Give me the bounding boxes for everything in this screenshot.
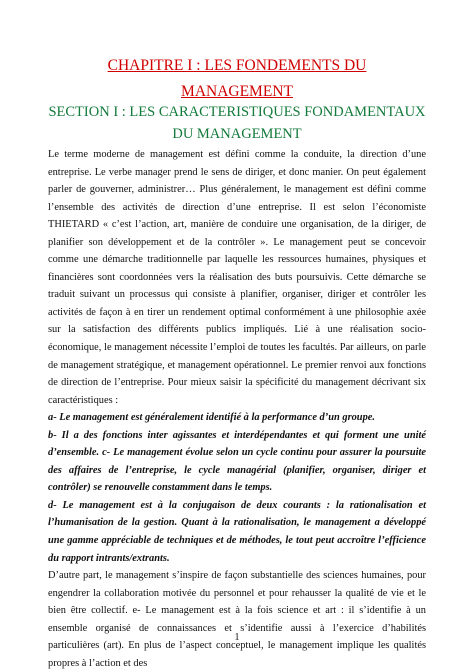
body-text bbox=[48, 146, 426, 672]
paragraph-item-d: d- Le management est à la conjugaison de deux courants : la rationalisation et l’humanisation de la gestion. Quant à la rationalisation, le management a développé une gamme appréciable de techniques et de méthodes, le tout peut accroître l’efficience du rapport intrants/extrants. bbox=[48, 499, 426, 564]
chapter-title-line2: MANAGEMENT bbox=[181, 83, 293, 100]
paragraph-item-a: a- Le management est généralement identifié à la performance d’un groupe. bbox=[48, 412, 375, 424]
paragraph-intro: Le terme moderne de management est défini comme la conduite, la direction d’une entreprise. Le verbe manager prend le sens de diriger, et donc manier. On peut également parler de gouverner, administrer… Plus généralement, le management est défini comme l’ensemble des activités de direction d’une entreprise. Il est selon l’économiste THIETARD « c’est l’action, art, manière de conduire une organisation, de la diriger, de planifier son développement et de la contrôler ». Le management peut se concevoir comme une démarche traditionnelle par laquelle les ressources humaines, physiques et financières sont coordonnées vers la réalisation des buts poursuivis. Cette démarche se traduit suivant un processus qui consiste à planifier, organiser, diriger et contrôler les activités de façon à en tirer un rendement optimal conformément à une philosophie axée sur la satisfaction des différents publics impliqués. Lié à une réalisation socio-économique, le management nécessite l’emploi de toutes les facultés. Par ailleurs, on parle de management stratégique, et management opérationnel. Le premier renvoi aux fonctions de direction de l’entreprise. Pour mieux saisir la spécificité du management décrivant six caractéristiques : bbox=[48, 149, 426, 406]
section-title-line1: SECTION I : LES CARACTERISTIQUES FONDAMENTAUX bbox=[48, 104, 426, 120]
chapter-title-line1: CHAPITRE I : LES FONDEMENTS DU bbox=[107, 57, 367, 74]
paragraph-outro: D’autre part, le management s’inspire de façon substantielle des sciences humaines, pour engendrer la collaboration motivée du personnel et pour rehausser la qualité de vie et le bien être collectif. e- Le management est à la fois science et art : il s’identifie à un ensemble organisé de connaissances et s’identifie aussi à l’exercice d’habilités particulières (art). En plus de l’aspect conceptuel, le management implique les qualités propres à l’action et des bbox=[48, 570, 426, 669]
paragraph-item-b-c: b- Il a des fonctions inter agissantes et interdépendantes et qui forment une unité d’ensemble. c- Le management évolue selon un cycle continu pour assurer la poursuite des affaires de l’entreprise, le cycle managérial (planifier, organiser, diriger et contrôler) se renouvelle constamment dans le temps. bbox=[48, 429, 426, 494]
page-number: 1 bbox=[234, 632, 240, 643]
section-title-line2: DU MANAGEMENT bbox=[172, 126, 302, 142]
